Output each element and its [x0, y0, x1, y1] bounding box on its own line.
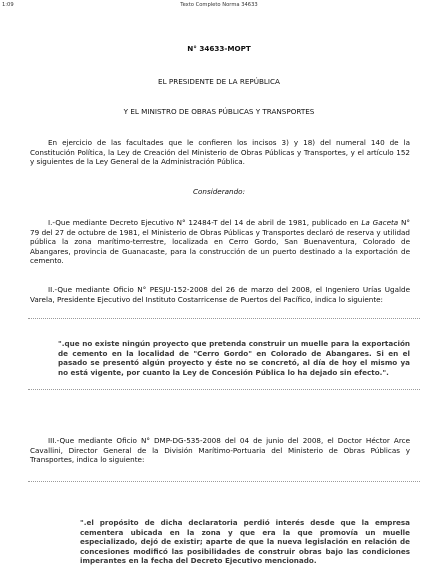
decree-number: N° 34633-MOPT [187, 44, 251, 53]
considerando-heading: Considerando: [193, 187, 245, 196]
print-header [0, 0, 438, 12]
authority-president: EL PRESIDENTE DE LA REPÚBLICA [158, 77, 280, 86]
considerando-item-2: II.-Que mediante Oficio N° PESJU-152-2008 del 26 de marzo del 2008, el Ingeniero Urías Ugalde Varela, Presidente Ejecutivo del Instituto Costarricense de Puertos del Pacífico, indica lo siguiente: [30, 285, 410, 304]
quote-separator-top [28, 318, 420, 319]
quote-paragraph-2: ".el propósito de dicha declaratoria perdió interés desde que la empresa cementera ubicada en la zona y que era la que promovía un muelle especializado, dejó de existir; aparte de que la nueva legislación en relación de concesiones modificó las posibilidades de construir obras bajo las condiciones imperantes en la fecha del Decreto Ejecutivo mencionado. [80, 518, 410, 566]
quote-separator-2 [28, 481, 420, 482]
quote-paragraph-1: ".que no existe ningún proyecto que pretenda construir un muelle para la exportación de cemento en la localidad de "Cerro Gordo" en Colorado de Abangares. Si en el pasado se presentó algún proyecto y éste no se concretó, al día de hoy el mismo ya no está vigente, por cuanto la Ley de Concesión Pública lo ha dejado sin efecto.". [58, 339, 410, 377]
item-1-text-a: I.-Que mediante Decreto Ejecutivo N° 12484-T del 14 de abril de 1981, publicado en [48, 218, 362, 227]
preamble-paragraph: En ejercicio de las facultades que le confieren los incisos 3) y 18) del numeral 140 de la Constitución Política, la Ley de Creación del Ministerio de Obras Públicas y Transportes, y el artículo 152 y siguientes de la Ley General de la Administración Pública. [30, 138, 410, 167]
gaceta-title: La Gaceta [361, 218, 399, 227]
authority-minister: Y EL MINISTRO DE OBRAS PÚBLICAS Y TRANSPORTES [123, 107, 315, 116]
print-title: Texto Completo Norma 34633 [180, 2, 258, 8]
considerando-item-3: III.-Que mediante Oficio N° DMP-DG-535-2008 del 04 de junio del 2008, el Doctor Héctor Arce Cavallini, Director General de la División Marítimo-Portuaria del Ministerio de Obras Públicas y Transportes, indica lo siguiente: [30, 436, 410, 465]
print-time: 1:09 [2, 2, 14, 8]
quote-separator-bottom [28, 389, 420, 390]
considerando-item-1 [30, 218, 410, 266]
item-1-text-b: N° 79 del 27 de octubre de 1981, el Ministerio de Obras Públicas y Transportes declaró de reserva y utilidad pública la zona marítimo-terrestre, localizada en Cerro Gordo, San Buenaventura, Colorado de Abangares, provincia de Guanacaste, para la construcción de un puerto destinado a la exportación de cemento. [30, 218, 410, 266]
